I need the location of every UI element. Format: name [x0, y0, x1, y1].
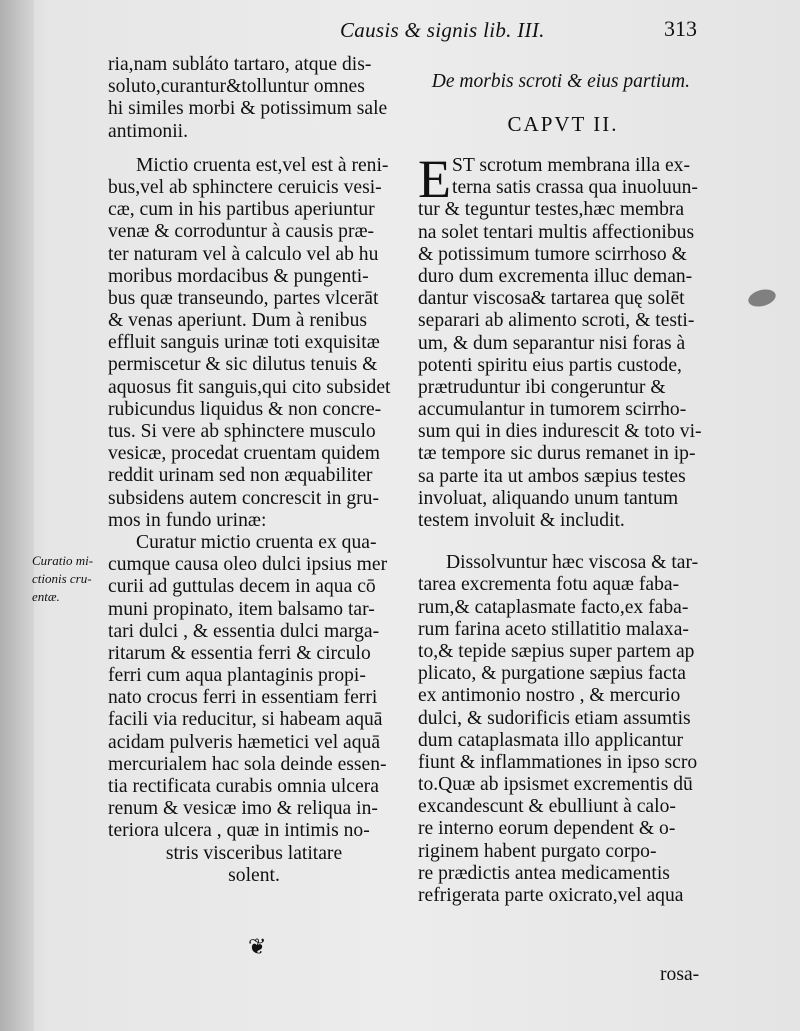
- marginal-note: [32, 552, 106, 606]
- text-line: subsidens autem concrescit in gru-: [108, 487, 379, 509]
- text-line: moribus mordacibus & pungenti-: [108, 265, 369, 287]
- text-line: ferri cum aqua plantaginis propi-: [108, 665, 366, 687]
- marginal-note-line: ctionis cru-: [32, 571, 92, 586]
- text-line: teriora ulcera , quæ in intimis no-: [108, 820, 370, 842]
- text-line: plicato, & purgatione sæpius facta: [418, 663, 686, 685]
- opening-paragraph: [418, 149, 708, 532]
- text-line: tarea excrementa fotu aquæ faba-: [418, 574, 680, 596]
- text-line: & venas aperiunt. Dum à renibus: [108, 310, 368, 332]
- marginal-note-line: entæ.: [32, 589, 60, 604]
- text-line: nato crocus ferri in essentiam ferri: [108, 687, 378, 709]
- text-line: venæ & corroduntur à causis præ-: [108, 221, 375, 243]
- text-line: dum cataplasmata illo applicantur: [418, 729, 683, 751]
- gutter-shadow: [0, 0, 34, 1031]
- text-line: duro dum excrementa illuc deman-: [418, 265, 693, 287]
- text-line: tæ tempore sic durus remanet in ip-: [418, 443, 696, 465]
- text-line: separari ab alimento scroti, & testi-: [418, 310, 695, 332]
- text-line: curii ad guttulas decem in aqua cō: [108, 576, 376, 598]
- text-line: tur & teguntur testes,hæc membra: [418, 199, 685, 221]
- drop-cap: E: [418, 149, 451, 209]
- text-line: facili via reducitur, si habeam aquā: [108, 709, 383, 731]
- text-line-final: solent.: [228, 864, 280, 886]
- text-line: muni propinato, item balsamo tar-: [108, 598, 375, 620]
- text-line: reddit urinam sed non æquabiliter: [108, 465, 373, 487]
- text-line: accumulantur in tumorem scirrho-: [418, 399, 687, 421]
- running-head: Causis & signis lib. III.: [340, 18, 545, 42]
- text-line: involuat, aliquando unum tantum: [418, 487, 679, 509]
- text-line: mercurialem hac sola deinde essen-: [108, 753, 387, 775]
- marginal-note-line: Curatio mi-: [32, 553, 94, 568]
- text-line: na solet tentari multis affectionibus: [418, 221, 695, 243]
- text-line: renum & vesicæ imo & reliqua in-: [108, 798, 378, 820]
- fleuron-ornament: ❦: [248, 935, 267, 960]
- text-line: sa parte ita ut ambos sæpius testes: [418, 465, 686, 487]
- text-line: testem involuit & includit.: [418, 510, 625, 531]
- text-line: re interno eorum dependent & o-: [418, 818, 676, 840]
- paragraph-gap: [418, 532, 708, 552]
- text-line: Dissolvuntur hæc viscosa & tar-: [446, 552, 699, 574]
- text-line: riginem habent purgato corpo-: [418, 840, 657, 862]
- text-line: sum qui in dies indurescit & toto vi-: [418, 421, 702, 443]
- text-line: aquosus fit sanguis,qui cito subsidet: [108, 376, 391, 398]
- right-paragraph-2: [418, 552, 708, 907]
- right-column: [418, 70, 708, 907]
- text-line: ex antimonio nostro , & mercurio: [418, 685, 681, 707]
- text-line: soluto,curantur&tolluntur omnes: [108, 76, 365, 98]
- text-line: mos in fundo urinæ:: [108, 509, 267, 531]
- text-line: effluit sanguis urinæ toti exquisitæ: [108, 332, 380, 354]
- text-line: to.Quæ ab ipsismet excrementis dū: [418, 774, 693, 796]
- text-line: Mictio cruenta est,vel est à reni-: [136, 154, 389, 176]
- text-line: refrigerata parte oxicrato,vel aqua: [418, 885, 684, 906]
- text-line: antimonii.: [108, 120, 189, 142]
- text-line: & potissimum tumore scirrhoso &: [418, 243, 687, 265]
- text-line: terna satis crassa qua inuoluun-: [452, 177, 698, 199]
- text-line: ST scrotum membrana illa ex-: [452, 155, 690, 176]
- left-paragraph-1: [108, 54, 400, 143]
- text-line: tus. Si vere ab sphinctere musculo: [108, 421, 376, 442]
- catchword: rosa-: [660, 964, 700, 985]
- text-line: ter naturam vel à calculo vel ab hu: [108, 243, 379, 265]
- paragraph-gap: [108, 143, 400, 155]
- text-line: hi similes morbi & potissimum sale: [108, 98, 388, 120]
- text-line: tari dulci , & essentia dulci marga-: [108, 620, 380, 642]
- section-title: De morbis scroti & eius partium.: [431, 71, 690, 92]
- text-line: stris visceribus latitare: [165, 842, 343, 864]
- text-line: cæ, cum in his partibus aperiuntur: [108, 199, 375, 221]
- text-line: rubicundus liquidus & non concre-: [108, 398, 382, 420]
- text-line: permiscetur & sic dilutus tenuis &: [108, 354, 378, 376]
- text-line: bus,vel ab sphinctere ceruicis vesi-: [108, 176, 382, 198]
- left-paragraph-3: [108, 532, 400, 887]
- text-line: ritarum & essentia ferri & circulo: [108, 642, 371, 664]
- text-line: um, & dum separantur nisi foras à: [418, 332, 686, 354]
- chapter-title: CAPVT II.: [507, 112, 619, 136]
- text-line: Curatur mictio cruenta ex qua-: [136, 531, 377, 553]
- text-line: bus quæ transeundo, partes vlcerāt: [108, 287, 379, 309]
- text-line: tia rectificata curabis omnia ulcera: [108, 776, 379, 797]
- text-line: dulci, & sudorificis etiam assumtis: [418, 707, 691, 729]
- text-line: dantur viscosa& tartarea quę solēt: [418, 288, 685, 310]
- left-column: [108, 54, 400, 887]
- text-line: excandescunt & ebulliunt à calo-: [418, 796, 676, 818]
- text-line: to,& tepide sæpius super partem ap: [418, 640, 695, 662]
- text-line: vesicæ, procedat cruentam quidem: [108, 443, 381, 465]
- left-paragraph-2: [108, 155, 400, 532]
- text-line: rum,& cataplasmate facto,ex faba-: [418, 596, 689, 618]
- text-line: re prædictis antea medicamentis: [418, 862, 670, 884]
- text-line: rum farina aceto stillatitio malaxa-: [418, 618, 689, 640]
- ink-smudge: [746, 287, 777, 310]
- text-line: ria,nam subláto tartaro, atque dis-: [108, 54, 372, 75]
- page-number: 313: [664, 16, 697, 41]
- text-line: prætruduntur ibi congeruntur &: [418, 376, 666, 398]
- text-line: cumque causa oleo dulci ipsius mer: [108, 554, 388, 576]
- text-line: potenti spiritu eius partis custode,: [418, 354, 682, 376]
- text-line: acidam pulveris hæmetici vel aquā: [108, 731, 381, 753]
- text-line: fiunt & inflammationes in ipso scro: [418, 751, 698, 773]
